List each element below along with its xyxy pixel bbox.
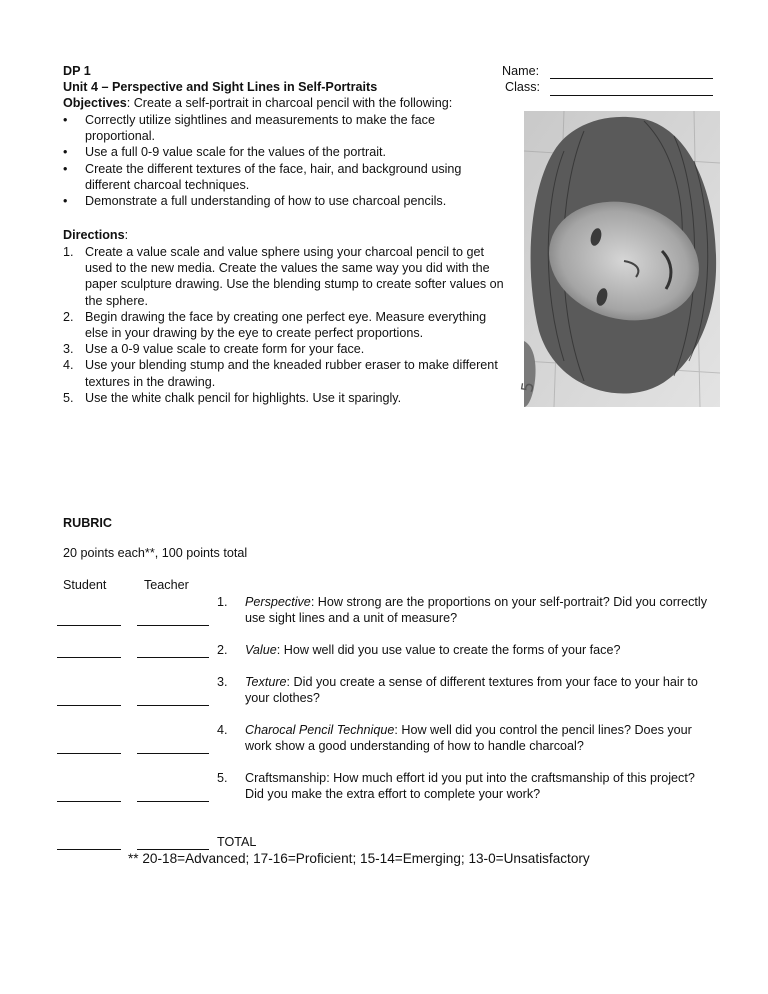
total-label: TOTAL [217, 835, 257, 849]
list-item: 2. Begin drawing the face by creating one perfect eye. Measure everything else in your drawing by the eye to create perfect proportions. [63, 309, 487, 341]
student-score-line[interactable] [57, 657, 121, 658]
teacher-score-line[interactable] [137, 801, 209, 802]
list-item: • Demonstrate a full understanding of how to use charcoal pencils. [63, 194, 447, 209]
rubric-criterion: 2. Value: How well did you use value to create the forms of your face? [217, 643, 621, 657]
list-item: 5. Use the white chalk pencil for highlights. Use it sparingly. [63, 390, 402, 405]
grading-scale-note: ** 20-18=Advanced; 17-16=Proficient; 15-14=Emerging; 13-0=Unsatisfactory [128, 851, 590, 866]
list-item: 4. Use your blending stump and the kneaded rubber eraser to make different textures in the drawing. [63, 358, 498, 389]
rubric-criterion: 4. Charocal Pencil Technique: How well did you control the pencil lines? Does your work show a good understanding of how to handle charcoal? [217, 723, 692, 753]
list-item: 3. Use a 0-9 value scale to create form for your face. [63, 342, 365, 357]
document-code: DP 1 [63, 64, 91, 78]
student-score-line[interactable] [57, 753, 121, 754]
class-line[interactable] [550, 95, 713, 96]
rubric-criterion: 1. Perspective: How strong are the proportions on your self-portrait? Did you correctly use sight lines and a unit of measure? [217, 595, 707, 625]
student-score-line[interactable] [57, 625, 121, 626]
student-total-line[interactable] [57, 849, 121, 850]
list-item: • Create the different textures of the face, hair, and background using different charcoal techniques. [63, 161, 462, 192]
bullet-icon: • [63, 113, 68, 127]
objectives-list [63, 112, 503, 209]
name-line[interactable] [550, 78, 713, 79]
svg-text:5: 5 [517, 380, 538, 394]
directions-heading-line: Directions: [63, 228, 129, 242]
rubric-points: 20 points each**, 100 points total [63, 546, 248, 560]
teacher-score-line[interactable] [137, 705, 209, 706]
objectives-heading: Objectives [63, 96, 127, 110]
directions-heading: Directions [63, 228, 125, 242]
list-item: • Use a full 0-9 value scale for the values of the portrait. [63, 145, 387, 160]
document-title: Unit 4 – Perspective and Sight Lines in Self-Portraits [63, 80, 378, 94]
teacher-score-line[interactable] [137, 753, 209, 754]
teacher-score-line[interactable] [137, 657, 209, 658]
bullet-icon: • [63, 161, 68, 176]
objectives-intro [63, 95, 452, 111]
directions-list [63, 244, 505, 406]
rubric-criterion: 3. Texture: Did you create a sense of different textures from your face to your hair to your clothes? [217, 675, 698, 705]
bullet-icon: • [63, 194, 68, 209]
student-score-line[interactable] [57, 705, 121, 706]
teacher-total-line[interactable] [137, 849, 209, 850]
teacher-column-label: Teacher [144, 578, 189, 592]
class-label: Class: [505, 80, 540, 94]
rubric-heading: RUBRIC [63, 516, 112, 530]
student-score-line[interactable] [57, 801, 121, 802]
list-item: • Correctly utilize sightlines and measurements to make the face proportional. [63, 113, 435, 144]
bullet-icon: • [63, 145, 68, 160]
list-item: 1. Create a value scale and value sphere using your charcoal pencil to get used to the new media. Create the values the same way you did with the paper sculpture drawing. Use the blending stump to create softer values on the sphere. [63, 245, 504, 308]
teacher-score-line[interactable] [137, 625, 209, 626]
portrait-photo [517, 111, 720, 407]
student-column-label: Student [63, 578, 107, 592]
objectives-text: : Create a self-portrait in charcoal pencil with the following: [126, 96, 453, 110]
rubric-criterion: 5. Craftsmanship: How much effort id you put into the craftsmanship of this project? Did you make the extra effort to complete your work? [217, 771, 695, 801]
name-label: Name: [502, 64, 540, 78]
